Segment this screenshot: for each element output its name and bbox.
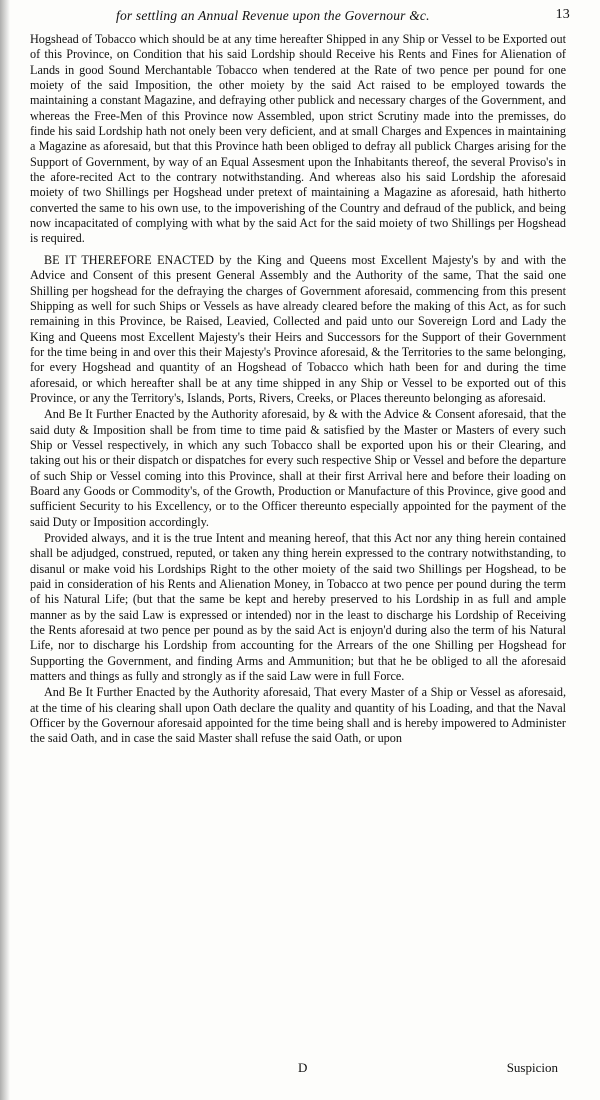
paragraph-further-enacted: And Be It Further Enacted by the Authority aforesaid, by & with the Advice & Consent aforesaid, that the said duty & Imposition shall be from time to time paid & satisfied by the Master or Masters of every such Ship or Vessel respectively, in which any such Tobacco shall be exported upon his or their Clearing, and taking out his or their dispatch or dispatches for every such respective Ship or Vessel and before the departure of such Ship or Vessel coming into this Province, shall at their first Arrival here and before their loading on Board any Goods or Commodity's, of the Growth, Production or Manufacture of this Province, give good and sufficient Security to his Excellency, or to the Officer thereunto especially appointed for the payment of the said Duty or Imposition accordingly. — [30, 407, 566, 529]
signature-mark: D — [298, 1060, 308, 1075]
catchword: Suspicion — [506, 1060, 558, 1075]
scan-shadow-edge — [0, 0, 10, 1100]
document-body — [30, 32, 566, 747]
page-footer — [30, 1060, 566, 1080]
running-title: for settling an Annual Revenue upon the Governour &c. — [116, 8, 430, 23]
paragraph-proviso: Provided always, and it is the true Intent and meaning hereof, that this Act nor any thing herein contained shall be adjudged, construed, reputed, or taken any thing herein expressed to the contrary notwithstanding, to disanul or make void his Lordships Right to the other moiety of the said two Shillings per Hogshead, to be paid in consideration of his Rents and Alienation Money, in Tobacco at two pence per pound during the term of his Natural Life; (but that the same be kept and hereby preserved to his Lordship in as full and ample manner as by the said Law is expressed or intended) nor in the least to discharge his Lordship of Receiving the Rents aforesaid at two pence per pound as by the said Act is enjoyn'd during also the term of his Natural Life, nor to discharge his Lordship from accounting for the Arrears of the one Shilling per Hogshead for Supporting the Government, and finding Arms and Ammunition; but that he be obliged to all the aforesaid matters and things as fully and strongly as if the said Law were in full Force. — [30, 531, 566, 684]
page-number: 13 — [555, 7, 570, 22]
paragraph-continuation: Hogshead of Tobacco which should be at any time hereafter Shipped in any Ship or Vessel to be Exported out of this Province, on Condition that his said Lordship should Receive his Rents and Fines for Alienation of Lands in good Sound Merchantable Tobacco when tendered at the Rate of two pence per pound for one moiety of the said Imposition, the other moiety by the said Act raised to be employed towards the maintaining a constant Magazine, and defraying other publick and necessary charges of the Government, and whereas the Free-Men of this Province now Assembled, upon strict Scrutiny made into the premisses, do finde his said Lordship hath not onely been very deficient, and at small Charges and Expences in maintaining a Magazine as aforesaid, but that this Province hath been obliged to defray all publick Charges arising for the Support of Government, by way of an Equal Assesment upon the Inhabitants thereof, the several Proviso's in the afore-recited Act to the contrary notwithstanding. And whereas also his said Lordship the aforesaid moiety of two Shillings per Hogshead under pretext of maintaining a Magazine as aforesaid, hath hitherto converted the same to his own use, to the impoverishing of the Country and defraud of the publick, and being now incapacitated of complying with what by the said Act for the said moiety of two Shillings per Hogshead is required. — [30, 32, 566, 246]
paragraph-enacting-clause: BE IT THEREFORE ENACTED by the King and Queens most Excellent Majesty's by and with the Advice and Consent of this present General Assembly and the Authority of the same, That the said one Shilling per hogshead for the defraying the charges of Government aforesaid, commencing from this present Shipping as well for such Ships or Vessels as have already cleared before the making of this Act, as for such remaining in this Province, be Raised, Leavied, Collected and paid unto our Sovereign Lord and Lady the King and Queens most Excellent Majesty's their Heirs and Successors for the Support of their Government for the time being in and over this their Majesty's Province aforesaid, & the Territories to the same belonging, for every Hogshead and quantity of an Hogshead of Tobacco which hath been for and during the time aforesaid, or which hereafter shall be at any time shipped in any Ship or Vessel to be exported out of this Province, or any the Territory's, Islands, Ports, Rivers, Creeks, or Places thereunto belonging as aforesaid. — [30, 252, 566, 405]
running-header — [90, 6, 588, 28]
paragraph-oath-clause: And Be It Further Enacted by the Authority aforesaid, That every Master of a Ship or Vessel as aforesaid, at the time of his clearing shall upon Oath declare the quality and quantity of his Loading, and that the Naval Officer by the Governour aforesaid appointed for the time being shall and is hereby impowered to Administer the said Oath, and in case the said Master shall refuse the said Oath, or upon — [30, 685, 566, 746]
